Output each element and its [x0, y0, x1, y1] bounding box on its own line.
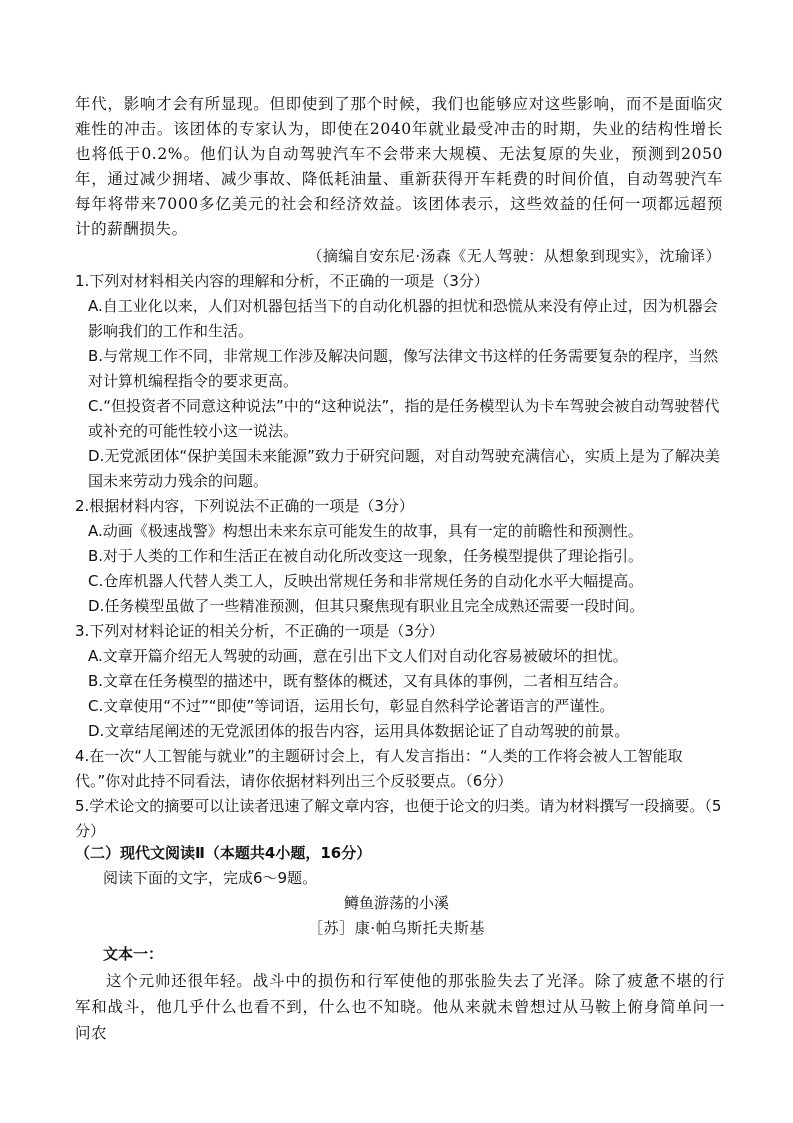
question-1-option-b[interactable]: B.与常规工作不同，非常规工作涉及解决问题，像写法律文书这样的任务需要复杂的程序，当然对计算机编程指令的要求更高。 — [88, 347, 719, 390]
story-text: 这个元帅还很年轻。战斗中的损伤和行军使他的那张脸失去了光泽。除了疲惫不堪的行军和战斗，他几乎什么也看不到，什么也不知晓。他从来就未曾想过从马鞍上俯身简单问一问农 — [75, 972, 725, 1042]
question-1-stem: 1.下列对材料相关内容的理解和分析，不正确的一项是（3分） — [75, 272, 489, 290]
text-label: 文本一： — [103, 945, 164, 963]
story-author: ［苏］康·帕乌斯托夫斯基 — [308, 919, 485, 937]
passage-source: （摘编自安东尼·汤森《无人驾驶：从想象到现实》，沈瑜译） — [307, 247, 721, 265]
question-5-stem: 5.学术论文的摘要可以让读者迅速了解文章内容，也便于论文的归类。请为材料撰写一段摘要。（5分） — [75, 797, 722, 840]
question-2-option-c[interactable]: C.仓库机器人代替人类工人，反映出常规任务和非常规任务的自动化水平大幅提高。 — [88, 572, 644, 590]
passage-text: 年代，影响才会有所显现。但即使到了那个时候，我们也能够应对这些影响，而不是面临灾难性的冲击。该团体的专家认为，即使在2040年就业最受冲击的时期，失业的结构性增长也将低于0.2%。他们认为自动驾驶汽车不会带来大规模、无法复原的失业，预测到2050年，通过减少拥堵、减少事故、降低耗油量、重新获得开车耗费的时间价值，自动驾驶汽车每年将带来7000多亿美元的社会和经济效益。该团体表示，这些效益的任何一项都远超预计的薪酬损失。 — [75, 95, 723, 238]
question-2-option-d[interactable]: D.任务模型虽做了一些精准预测，但其只聚焦现有职业且完全成熟还需要一段时间。 — [88, 597, 645, 615]
question-2-stem: 2.根据材料内容，下列说法不正确的一项是（3分） — [75, 497, 414, 515]
question-1-option-c[interactable]: C.“但投资者不同意这种说法”中的“这种说法”，指的是任务模型认为卡车驾驶会被自动驾驶替代或补充的可能性较小这一说法。 — [88, 397, 720, 440]
question-3-stem: 3.下列对材料论证的相关分析，不正确的一项是（3分） — [75, 622, 444, 640]
section-instruction: 阅读下面的文字，完成6～9题。 — [103, 869, 318, 887]
question-1-option-d[interactable]: D.无党派团体“保护美国未来能源”致力于研究问题，对自动驾驶充满信心，实质上是为了解决美国未来劳动力残余的问题。 — [88, 447, 720, 490]
question-2-option-b[interactable]: B.对于人类的工作和生活正在被自动化所改变这一现象，任务模型提供了理论指引。 — [88, 547, 644, 565]
question-3-option-c[interactable]: C.文章使用“不过”“即使”等词语，运用长句，彰显自然科学论著语言的严谨性。 — [88, 697, 615, 715]
section-heading: （二）现代文阅读Ⅱ（本题共4小题，16分） — [75, 844, 372, 862]
story-title: 鳟鱼游荡的小溪 — [343, 894, 449, 912]
question-3-option-d[interactable]: D.文章结尾阐述的无党派团体的报告内容，运用具体数据论证了自动驾驶的前景。 — [88, 722, 630, 740]
question-1-option-a[interactable]: A.自工业化以来，人们对机器包括当下的自动化机器的担忧和恐慌从来没有停止过，因为机器会影响我们的工作和生活。 — [88, 297, 718, 340]
question-3-option-a[interactable]: A.文章开篇介绍无人驾驶的动画，意在引出下文人们对自动化容易被破坏的担忧。 — [88, 647, 628, 665]
question-3-option-b[interactable]: B.文章在任务模型的描述中，既有整体的概述，又有具体的事例，二者相互结合。 — [88, 672, 629, 690]
question-2-option-a[interactable]: A.动画《极速战警》构想出未来东京可能发生的故事，具有一定的前瞻性和预测性。 — [88, 522, 643, 540]
question-4-stem: 4.在一次“人工智能与就业”的主题研讨会上，有人发言指出：“人类的工作将会被人工智能取代。”你对此持不同看法，请你依据材料列出三个反驳要点。（6分） — [75, 747, 683, 790]
